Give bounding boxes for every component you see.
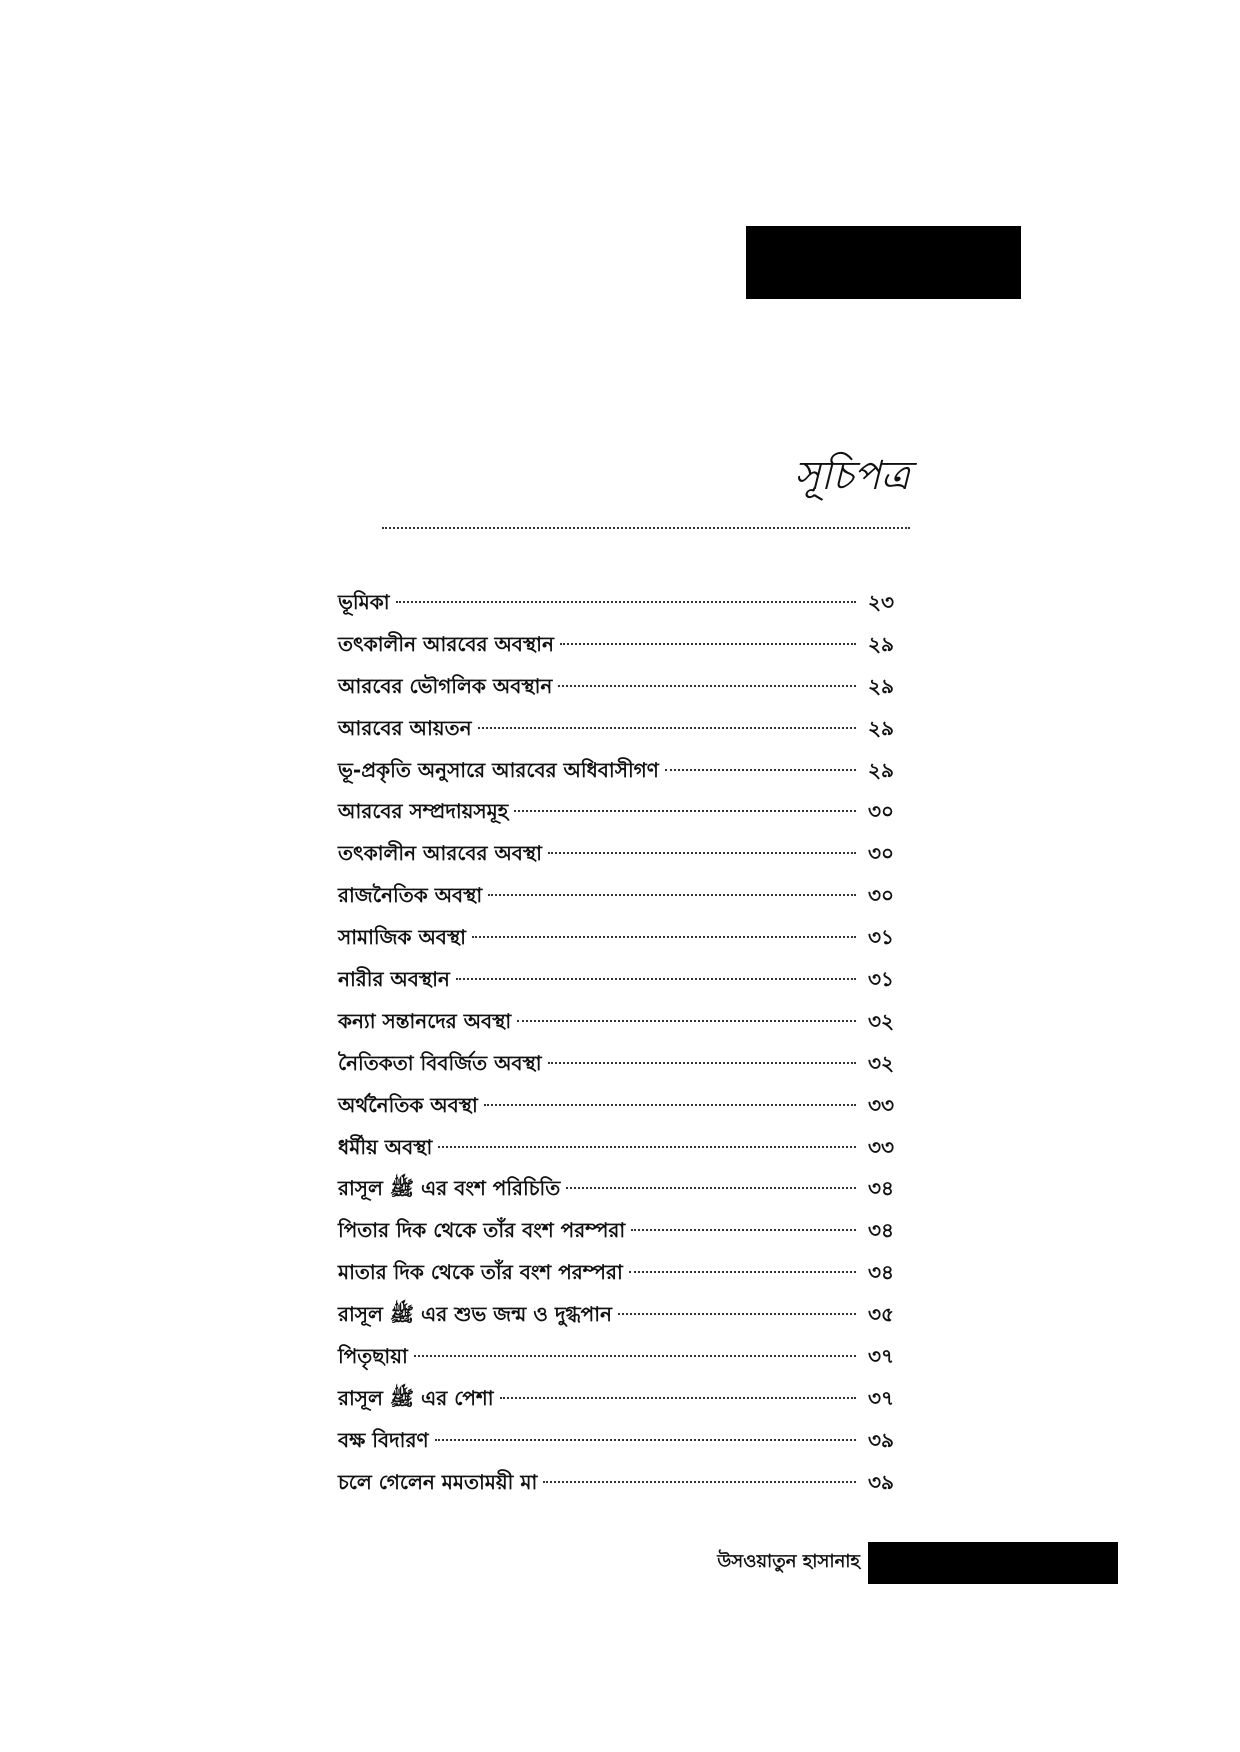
toc-entry-label: পিতার দিক থেকে তাঁর বংশ পরম্পরা	[338, 1218, 626, 1243]
toc-entry-label: নৈতিকতা বিবর্জিত অবস্থা	[338, 1050, 542, 1075]
toc-entry-label: ভূ-প্রকৃতি অনুসারে আরবের অধিবাসীগণ	[338, 757, 659, 782]
toc-entry-label: তৎকালীন আরবের অবস্থান	[338, 631, 554, 656]
toc-dot-leader	[478, 727, 856, 729]
toc-dot-leader	[438, 1146, 856, 1148]
toc-entry-label: রাসূল ﷺ এর শুভ জন্ম ও দুগ্ধপান	[338, 1302, 612, 1327]
toc-entry	[338, 791, 894, 833]
toc-entry	[338, 1043, 894, 1085]
toc-entry	[338, 1378, 894, 1420]
toc-entry	[338, 959, 894, 1001]
toc-dot-leader	[618, 1313, 856, 1315]
toc-entry-page-number: ৩১	[868, 967, 894, 992]
toc-entry-label: সামাজিক অবস্থা	[338, 925, 466, 950]
toc-entry-label: অর্থনৈতিক অবস্থা	[338, 1092, 478, 1117]
toc-entry-page-number: ৩৪	[868, 1176, 894, 1201]
toc-entry-label: বক্ষ বিদারণ	[338, 1427, 429, 1452]
toc-entry-page-number: ২৩	[867, 590, 894, 614]
toc-entry	[338, 1294, 894, 1336]
toc-entry-label: ভূমিকা	[338, 590, 390, 614]
toc-entry-page-number: ২৯	[868, 631, 894, 656]
toc-entry-page-number: ৩০	[867, 841, 894, 866]
page-title: সূচিপত্র	[794, 453, 910, 499]
toc-entry-label: ধর্মীয় অবস্থা	[338, 1134, 433, 1159]
title-divider	[382, 527, 910, 529]
toc-entry	[338, 708, 894, 750]
toc-entry-page-number: ২৯	[868, 673, 894, 698]
toc-entry	[338, 1168, 894, 1210]
toc-entry-page-number: ৩৯	[868, 1469, 894, 1494]
toc-entry-page-number: ৩৭	[867, 1385, 894, 1410]
toc-entry-page-number: ৩২	[867, 1008, 894, 1033]
toc-entry-page-number: ৩৩	[867, 1134, 894, 1159]
toc-entry-label: আরবের ভৌগলিক অবস্থান	[338, 673, 553, 698]
toc-entry	[338, 624, 894, 666]
toc-entry	[338, 1336, 894, 1378]
toc-dot-leader	[543, 1481, 856, 1483]
toc-entry-page-number: ২৯	[868, 715, 894, 740]
toc-entry-label: রাসূল ﷺ এর পেশা	[338, 1385, 494, 1410]
toc-dot-leader	[558, 685, 856, 687]
toc-entry-label: রাজনৈতিক অবস্থা	[338, 883, 483, 908]
toc-entry-label: নারীর অবস্থান	[338, 967, 450, 992]
toc-dot-leader	[414, 1355, 856, 1357]
toc-dot-leader	[665, 769, 856, 771]
toc-list	[338, 582, 894, 1504]
toc-entry-page-number: ৩৪	[868, 1260, 894, 1285]
toc-entry-label: পিতৃছায়া	[338, 1344, 408, 1369]
toc-entry	[338, 1210, 894, 1252]
toc-dot-leader	[435, 1439, 856, 1441]
toc-dot-leader	[472, 936, 856, 938]
toc-entry	[338, 1001, 894, 1043]
toc-entry-page-number: ৩২	[867, 1050, 894, 1075]
toc-dot-leader	[488, 894, 856, 896]
toc-entry	[338, 917, 894, 959]
toc-dot-leader	[548, 1062, 856, 1064]
toc-entry-page-number: ৩৯	[868, 1427, 894, 1452]
toc-dot-leader	[548, 852, 856, 854]
toc-entry	[338, 1252, 894, 1294]
toc-entry-label: কন্যা সন্তানদের অবস্থা	[338, 1008, 512, 1033]
toc-entry-page-number: ৩৩	[867, 1092, 894, 1117]
toc-dot-leader	[566, 1187, 856, 1189]
toc-entry	[338, 1462, 894, 1504]
toc-entry-label: আরবের সম্প্রদায়সমূহ	[338, 799, 509, 824]
toc-entry	[338, 1085, 894, 1127]
toc-entry-page-number: ৩৪	[868, 1218, 894, 1243]
toc-entry-label: চলে গেলেন মমতাময়ী মা	[338, 1469, 538, 1494]
toc-entry-page-number: ৩০	[867, 799, 894, 824]
toc-dot-leader	[456, 978, 856, 980]
toc-entry	[338, 875, 894, 917]
toc-dot-leader	[514, 810, 856, 812]
toc-entry	[338, 582, 894, 624]
toc-dot-leader	[396, 601, 856, 603]
toc-entry	[338, 750, 894, 792]
toc-dot-leader	[560, 643, 856, 645]
toc-entry-label: রাসূল ﷺ এর বংশ পরিচিতি	[338, 1176, 561, 1201]
footer-book-title: উসওয়াতুন হাসানাহ	[717, 1551, 860, 1572]
toc-entry	[338, 1127, 894, 1169]
header-black-block	[746, 226, 1021, 299]
footer-black-block	[868, 1542, 1118, 1584]
toc-dot-leader	[517, 1020, 856, 1022]
toc-entry-page-number: ৩৫	[868, 1302, 894, 1327]
toc-entry-label: মাতার দিক থেকে তাঁর বংশ পরম্পরা	[338, 1260, 623, 1285]
toc-entry-page-number: ৩৭	[867, 1344, 894, 1369]
toc-entry-page-number: ৩০	[867, 883, 894, 908]
toc-dot-leader	[500, 1397, 856, 1399]
toc-entry	[338, 833, 894, 875]
toc-entry-page-number: ২৯	[868, 757, 894, 782]
toc-dot-leader	[631, 1229, 856, 1231]
toc-dot-leader	[629, 1271, 856, 1273]
toc-dot-leader	[484, 1104, 856, 1106]
toc-entry-label: আরবের আয়তন	[338, 715, 472, 740]
toc-entry	[338, 666, 894, 708]
toc-entry	[338, 1420, 894, 1462]
toc-entry-page-number: ৩১	[868, 925, 894, 950]
toc-entry-label: তৎকালীন আরবের অবস্থা	[338, 841, 542, 866]
